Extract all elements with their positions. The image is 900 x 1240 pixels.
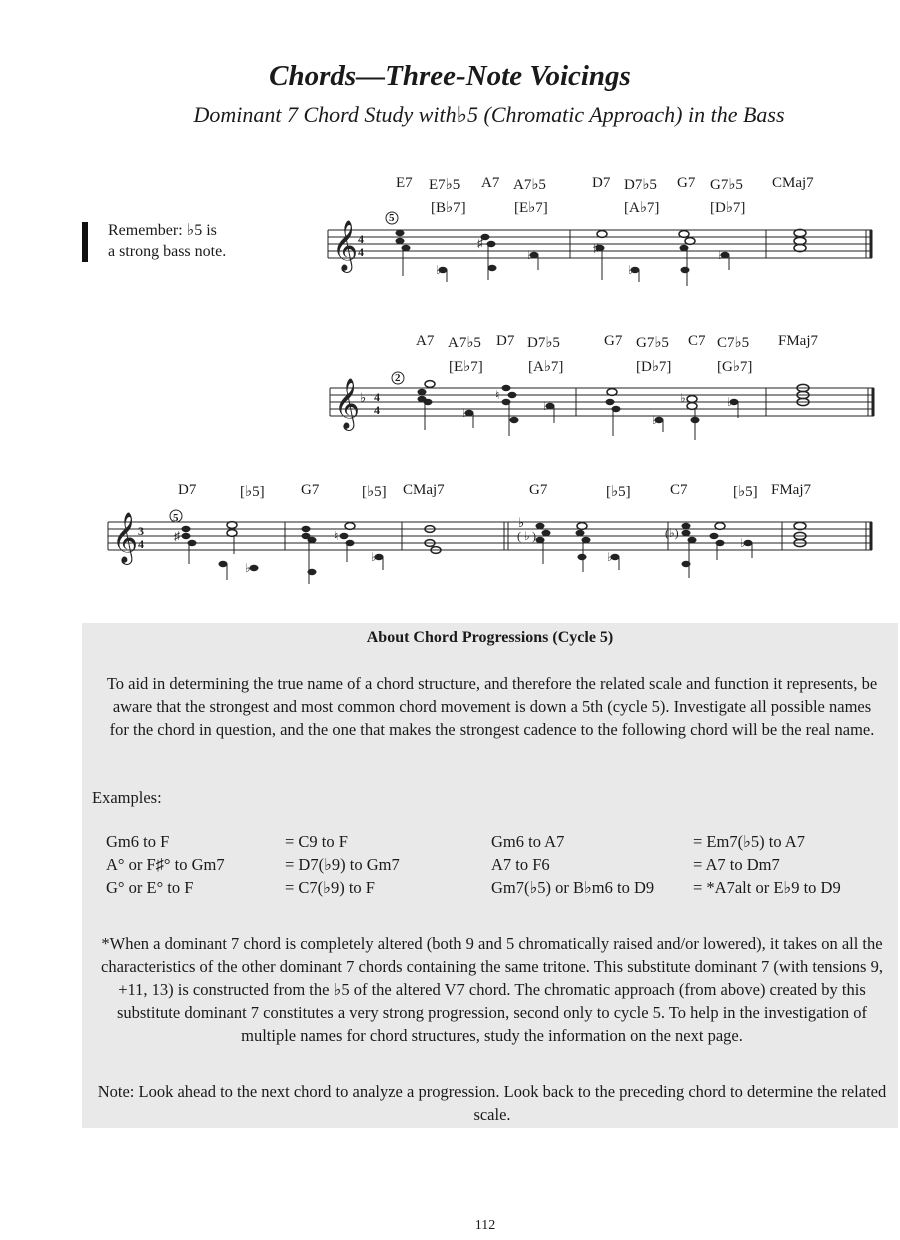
svg-text:♭: ♭: [652, 413, 658, 427]
svg-text:♭: ♭: [245, 561, 251, 575]
chord-name: E7: [396, 175, 413, 191]
example-cell: A° or F♯° to Gm7: [106, 855, 225, 874]
example-cell: Gm6 to A7: [491, 832, 565, 851]
page-subtitle: Dominant 7 Chord Study with♭5 (Chromatic Approach) in the Bass: [193, 102, 785, 127]
sidebar-note: [108, 220, 278, 262]
chord-name: G7♭5: [710, 177, 743, 193]
music-staff-3: [100, 502, 880, 602]
chord-name: D7: [178, 482, 197, 498]
music-staff-2: [322, 368, 882, 458]
svg-text:♮: ♮: [334, 529, 339, 543]
page-number: 112: [474, 1218, 496, 1233]
svg-text:): ): [532, 529, 536, 543]
string-marker-3: 5: [173, 512, 179, 524]
chord-name: [♭5]: [362, 484, 387, 500]
string-marker-1: 5: [389, 212, 395, 224]
chord-alt-name: [D♭7]: [636, 359, 672, 375]
info-box-title: About Chord Progressions (Cycle 5): [366, 629, 614, 646]
example-cell: = C7(♭9) to F: [285, 878, 375, 897]
examples-label: Examples:: [92, 788, 162, 807]
svg-text:4: 4: [374, 403, 380, 417]
chord-name: FMaj7: [771, 482, 812, 498]
svg-text:♭: ♭: [527, 248, 533, 262]
example-cell: A7 to F6: [491, 855, 550, 874]
sidebar-note-line2: a strong bass note.: [108, 243, 227, 260]
chord-name: [♭5]: [240, 484, 265, 500]
svg-text:♭: ♭: [607, 550, 613, 564]
svg-text:♭: ♭: [740, 536, 746, 550]
example-cell: = D7(♭9) to Gm7: [285, 855, 400, 874]
chord-alt-name: [E♭7]: [514, 200, 548, 216]
svg-text:𝄞: 𝄞: [112, 512, 139, 563]
chord-name: CMaj7: [772, 175, 814, 191]
chord-name: A7: [481, 175, 500, 191]
music-staff-1: [320, 210, 880, 300]
svg-text:♯: ♯: [593, 241, 599, 255]
string-marker-2: 2: [395, 372, 401, 384]
info-paragraph-1: To aid in determining the true name of a chord structure, and therefore the related scale and function it represents, be aware that the strongest and most common chord movement is down a 5th (cycle 5). Investigate all possible names for the chord in question, and the one that makes the strongest cadence to the following chord will be the real name.: [106, 674, 878, 739]
page-title: Chords—Three-Note Voicings: [269, 60, 631, 92]
chord-name: A7♭5: [448, 335, 481, 351]
example-cell: = C9 to F: [285, 832, 348, 851]
chord-name: A7: [416, 333, 435, 349]
chord-name: [♭5]: [606, 484, 631, 500]
svg-text:♭: ♭: [462, 406, 468, 420]
svg-text:(♭): (♭): [665, 526, 679, 540]
chord-name: C7♭5: [717, 335, 750, 351]
svg-text:♭: ♭: [543, 399, 549, 413]
svg-text:♯: ♯: [174, 529, 180, 543]
chord-name: C7: [688, 333, 706, 349]
chord-alt-name: [G♭7]: [717, 359, 753, 375]
chord-name: G7: [301, 482, 320, 498]
chord-name: G7: [604, 333, 623, 349]
svg-text:♭: ♭: [680, 391, 686, 405]
chord-alt-name: [D♭7]: [710, 200, 746, 216]
svg-text:4: 4: [374, 390, 380, 404]
chord-name: A7♭5: [513, 177, 546, 193]
sidebar-note-line1: Remember: ♭5 is: [108, 222, 217, 239]
svg-text:♭: ♭: [518, 515, 525, 530]
chord-name: G7: [529, 482, 548, 498]
svg-text:♭: ♭: [524, 529, 530, 543]
svg-text:♮: ♮: [495, 388, 500, 402]
chord-alt-name: [B♭7]: [431, 200, 466, 216]
note-marker-bar: [82, 222, 88, 262]
chord-name: D7♭5: [624, 177, 657, 193]
svg-text:♭: ♭: [727, 395, 733, 409]
example-cell: = A7 to Dm7: [693, 855, 780, 874]
svg-text:♭: ♭: [360, 390, 367, 405]
example-cell: = *A7alt or E♭9 to D9: [693, 878, 841, 897]
example-cell: Gm7(♭5) or B♭m6 to D9: [491, 878, 655, 897]
example-cell: = Em7(♭5) to A7: [693, 832, 805, 851]
chord-name: G7♭5: [636, 335, 669, 351]
example-cell: G° or E° to F: [106, 878, 194, 897]
time-signature-bottom: 4: [358, 245, 364, 259]
svg-text:𝄞: 𝄞: [332, 220, 359, 271]
svg-text:♭: ♭: [436, 263, 442, 277]
svg-text:♯: ♯: [477, 236, 483, 250]
svg-text:3: 3: [138, 524, 144, 538]
info-paragraph-3: Note: Look ahead to the next chord to analyze a progression. Look back to the preceding chord to determine the related scale.: [97, 1082, 887, 1124]
chord-name: [♭5]: [733, 484, 758, 500]
info-paragraph-2: *When a dominant 7 chord is completely altered (both 9 and 5 chromatically raised and/or lowered), it takes on all the characteristics of the other dominant 7 chords containing the same tritone. This substitute dominant 7 (with tensions 9, +11, 13) is constructed from the ♭5 of the altered V7 chord. The chromatic approach (from above) created by this substitute dominant 7 constitutes a very strong progression, second only to cycle 5. To help in the investigation of multiple names for chord structures, study the information on the next page.: [101, 934, 883, 1045]
chord-name: D7: [496, 333, 515, 349]
chord-name: E7♭5: [429, 177, 461, 193]
chord-name: D7: [592, 175, 611, 191]
chord-name: CMaj7: [403, 482, 445, 498]
chord-name: FMaj7: [778, 333, 819, 349]
svg-text:♭: ♭: [371, 550, 377, 564]
svg-text:(: (: [517, 529, 521, 543]
info-box: [82, 623, 898, 1128]
svg-text:4: 4: [138, 537, 144, 551]
time-signature-top: 4: [358, 232, 364, 246]
chord-alt-name: [A♭7]: [624, 200, 660, 216]
svg-text:♭: ♭: [718, 248, 724, 262]
svg-text:♭: ♭: [628, 263, 634, 277]
example-cell: Gm6 to F: [106, 832, 170, 851]
chord-name: C7: [670, 482, 688, 498]
chord-name: G7: [677, 175, 696, 191]
svg-text:𝄞: 𝄞: [334, 378, 361, 429]
chord-alt-name: [E♭7]: [449, 359, 483, 375]
chord-alt-name: [A♭7]: [528, 359, 564, 375]
chord-name: D7♭5: [527, 335, 560, 351]
